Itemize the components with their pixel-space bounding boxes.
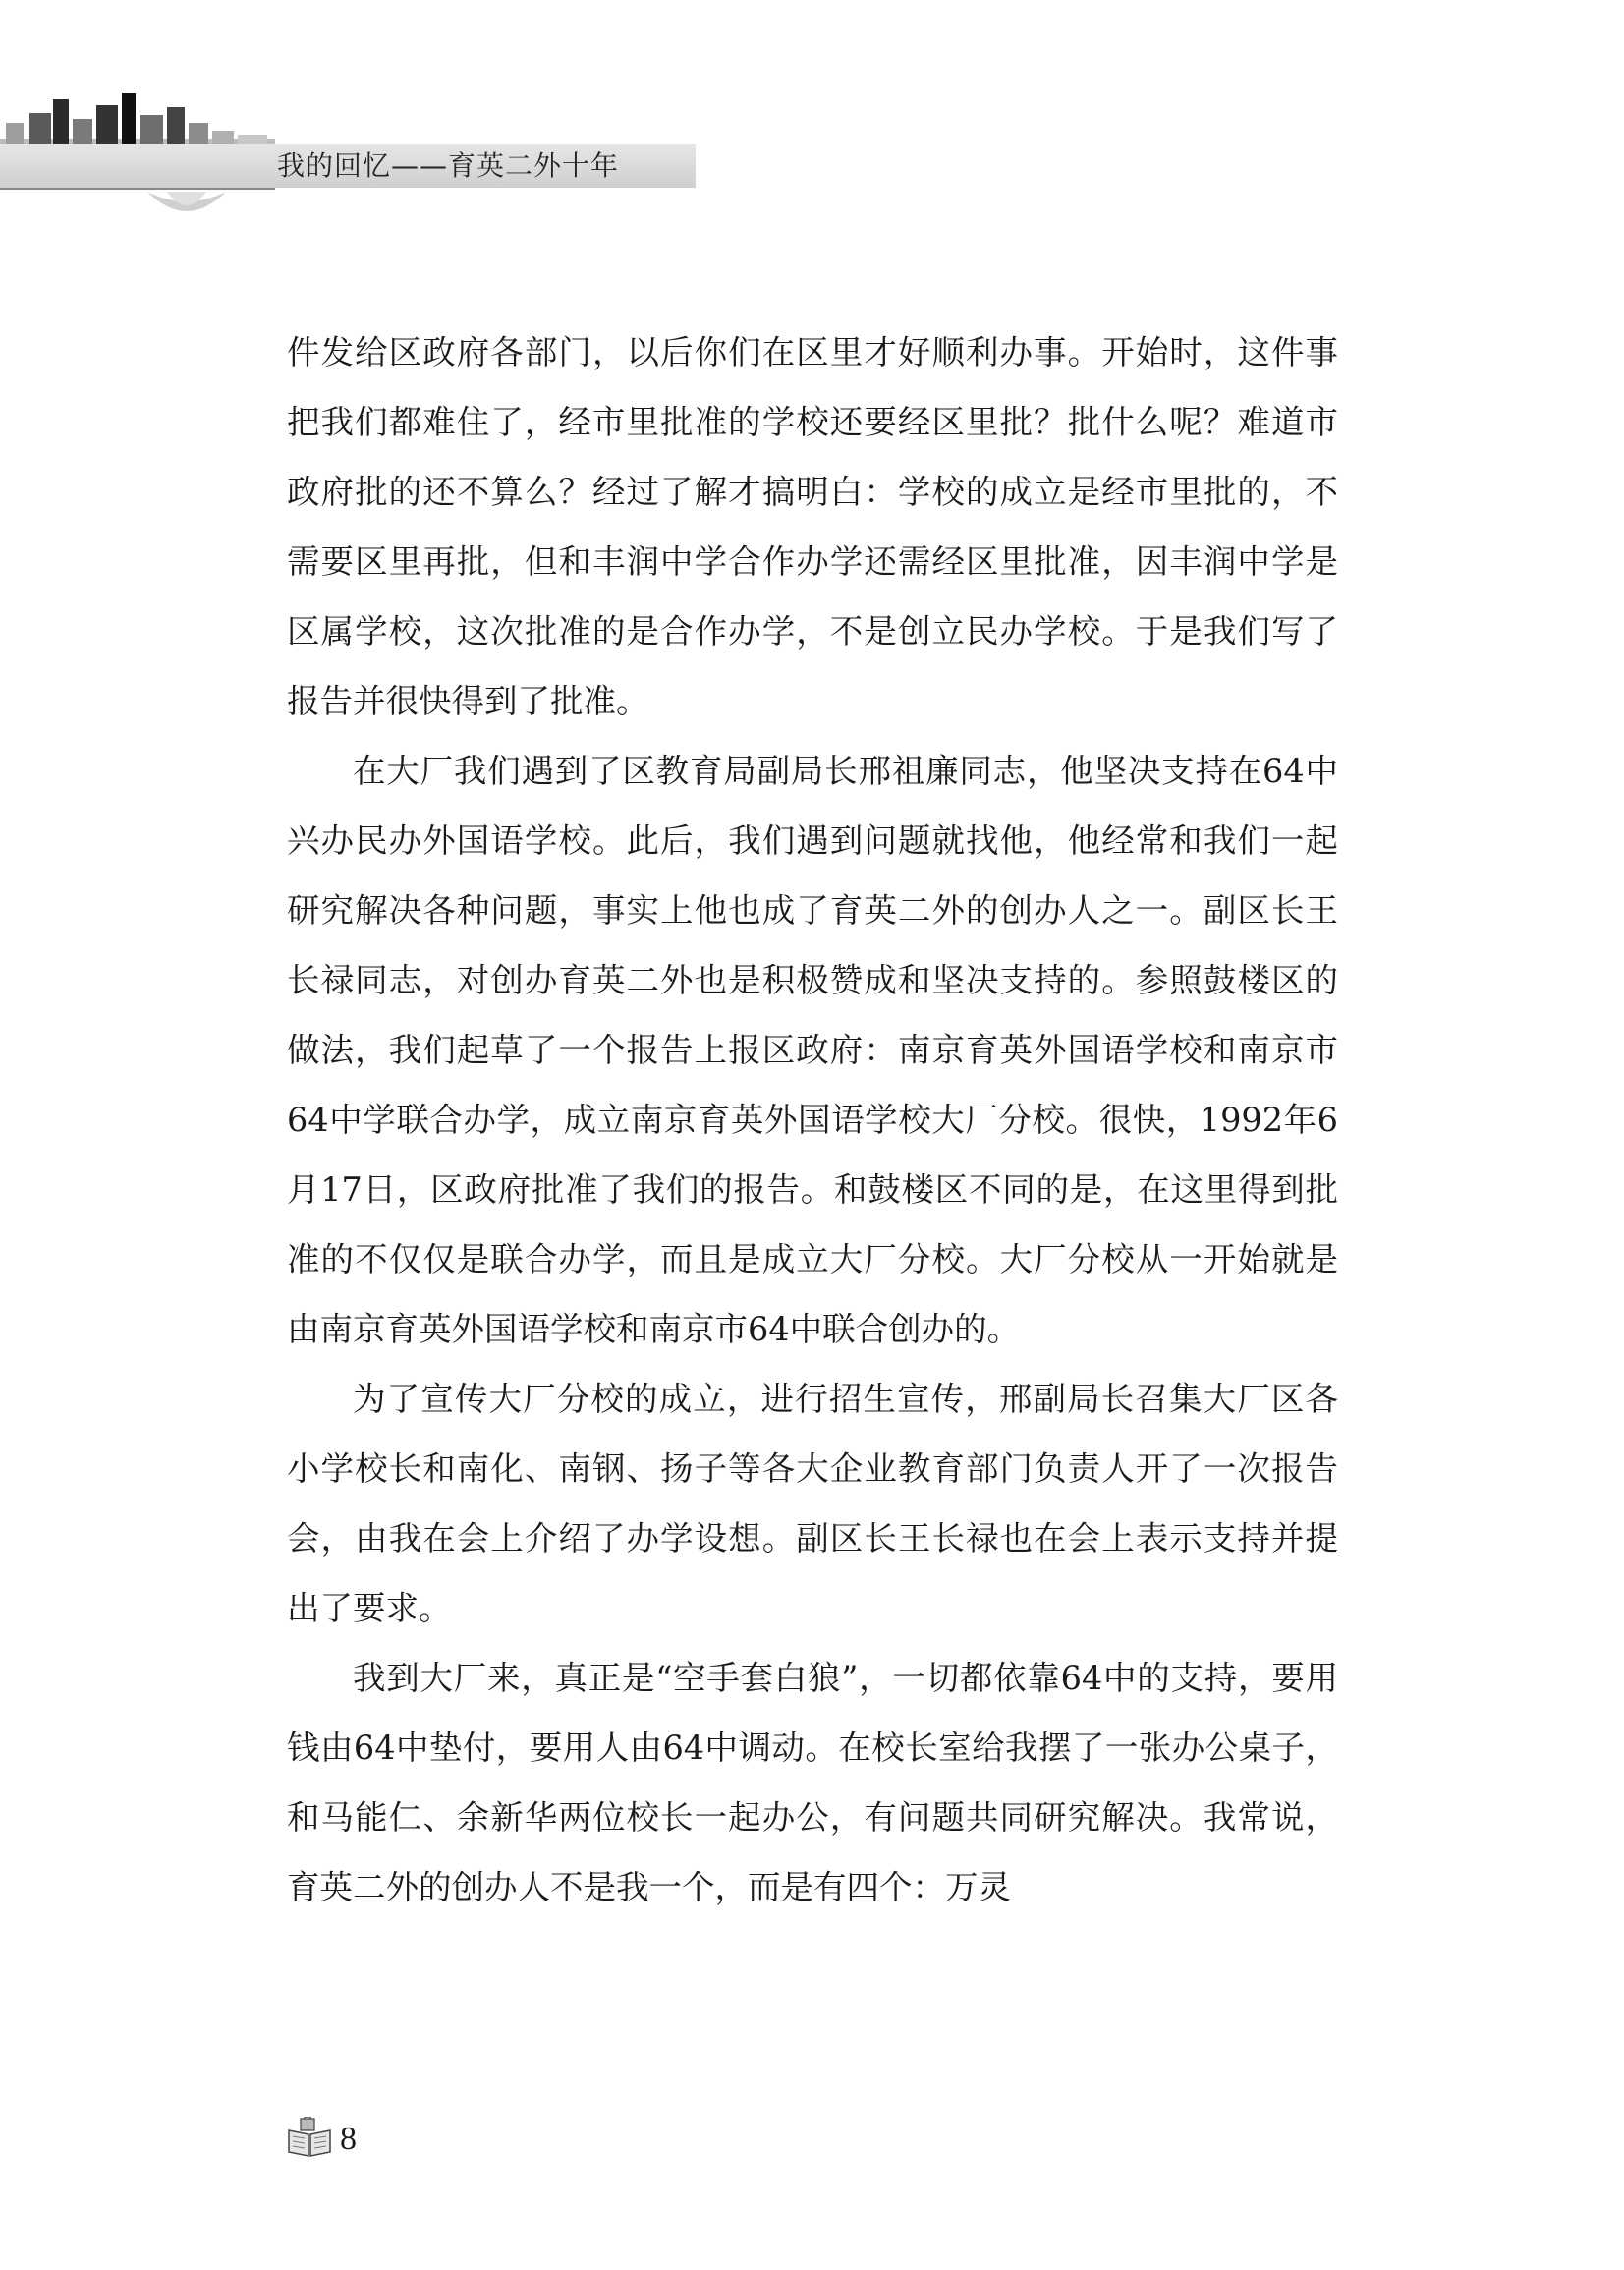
book-icon bbox=[285, 2117, 334, 2160]
paragraph-4: 我到大厂来，真正是“空手套白狼”，一切都依靠64中的支持，要用钱由64中垫付，要用人由64中调动。在校长室给我摆了一张办公桌子，和马能仁、余新华两位校长一起办公，有问题共同研究解决。我常说，育英二外的创办人不是我一个，而是有四个：万灵 bbox=[287, 1659, 1338, 1906]
paragraph-1: 件发给区政府各部门，以后你们在区里才好顺利办事。开始时，这件事把我们都难住了，经市里批准的学校还要经区里批？批什么呢？难道市政府批的还不算么？经过了解才搞明白：学校的成立是经市里批的，不需要区里再批，但和丰润中学合作办学还需经区里批准，因丰润中学是区属学校，这次批准的是合作办学，不是创立民办学校。于是我们写了报告并很快得到了批准。 bbox=[287, 333, 1338, 720]
paragraph-2: 在大厂我们遇到了区教育局副局长邢祖廉同志，他坚决支持在64中兴办民办外国语学校。此后，我们遇到问题就找他，他经常和我们一起研究解决各种问题，事实上他也成了育英二外的创办人之一。副区长王长禄同志，对创办育英二外也是积极赞成和坚决支持的。参照鼓楼区的做法，我们起草了一个报告上报区政府：南京育英外国语学校和南京市64中学联合办学，成立南京育英外国语学校大厂分校。很快，1992年6月17日，区政府批准了我们的报告。和鼓楼区不同的是，在这里得到批准的不仅仅是联合办学，而且是成立大厂分校。大厂分校从一开始就是由南京育英外国语学校和南京市64中联合创办的。 bbox=[287, 752, 1338, 1348]
page-number: 8 bbox=[340, 2121, 357, 2157]
body-text bbox=[287, 317, 1338, 1922]
header-title: 我的回忆——育英二外十年 bbox=[277, 149, 620, 182]
paragraph-3: 为了宣传大厂分校的成立，进行招生宣传，邢副局长召集大厂区各小学校长和南化、南钢、扬子等各大企业教育部门负责人开了一次报告会，由我在会上介绍了办学设想。副区长王长禄也在会上表示支持并提出了要求。 bbox=[287, 1380, 1338, 1627]
running-header bbox=[0, 93, 707, 231]
